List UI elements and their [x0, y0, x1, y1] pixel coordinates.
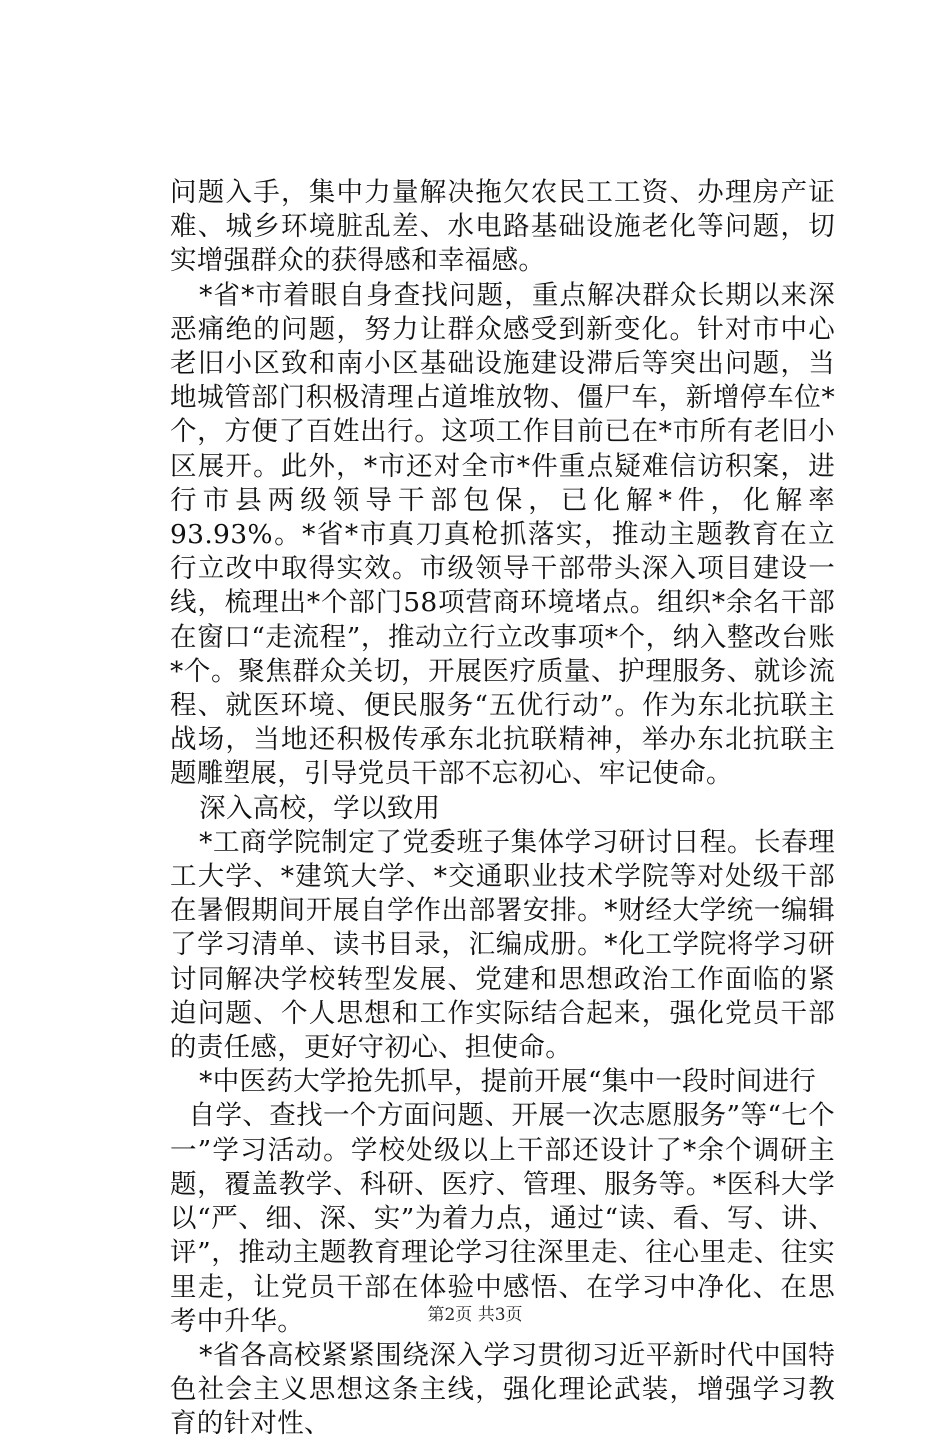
document-body [170, 176, 835, 1442]
paragraph: *工商学院制定了党委班子集体学习研讨日程。长春理工大学、*建筑大学、*交通职业技术学院等对处级干部在暑假期间开展自学作出部署安排。*财经大学统一编辑了学习清单、读书目录，汇编成册。*化工学院将学习研讨同解决学校转型发展、党建和思想政治工作面临的紧迫问题、个人思想和工作实际结合起来，强化党员干部的责任感，更好守初心、担使命。 [170, 826, 835, 1064]
section-heading: 深入高校，学以致用 [199, 792, 441, 824]
paragraph: *中医药大学抢先抓早，提前开展“集中一段时间进行 [199, 1066, 817, 1098]
paragraph: *省*市着眼自身查找问题，重点解决群众长期以来深恶痛绝的问题，努力让群众感受到新变化。针对市中心老旧小区致和南小区基础设施建设滞后等突出问题，当地城管部门积极清理占道堆放物、僵尸车，新增停车位*个，方便了百姓出行。这项工作目前已在*市所有老旧小区展开。此外，*市还对全市*件重点疑难信访积案，进行市县两级领导干部包保，已化解*件，化解率93.93%。*省*市真刀真枪抓落实，推动主题教育在立行立改中取得实效。市级领导干部带头深入项目建设一线，梳理出*个部门58项营商环境堵点。组织*余名干部在窗口“走流程”，推动立行立改事项*个，纳入整改台账*个。聚焦群众关切，开展医疗质量、护理服务、就诊流程、就医环境、便民服务“五优行动”。作为东北抗联主战场，当地还积极传承东北抗联精神，举办东北抗联主题雕塑展，引导党员干部不忘初心、牢记使命。 [170, 279, 835, 790]
page-footer: 第2页 共3页 [427, 1305, 523, 1325]
paragraph: 问题入手，集中力量解决拖欠农民工工资、办理房产证难、城乡环境脏乱差、水电路基础设施老化等问题，切实增强群众的获得感和幸福感。 [170, 177, 835, 277]
paragraph: *省各高校紧紧围绕深入学习贯彻习近平新时代中国特色社会主义思想这条主线，强化理论武装，增强学习教育的针对性、 [170, 1339, 835, 1440]
paragraph: 自学、查找一个方面问题、开展一次志愿服务”等“七个一”学习活动。学校处级以上干部还设计了*余个调研主题，覆盖教学、科研、医疗、管理、服务等。*医科大学以“严、细、深、实”为着力点，通过“读、看、写、讲、评”，推动主题教育理论学习往深里走、往心里走、往实里走，让党员干部在体验中感悟、在学习中净化、在思考中升华。 [170, 1100, 835, 1337]
